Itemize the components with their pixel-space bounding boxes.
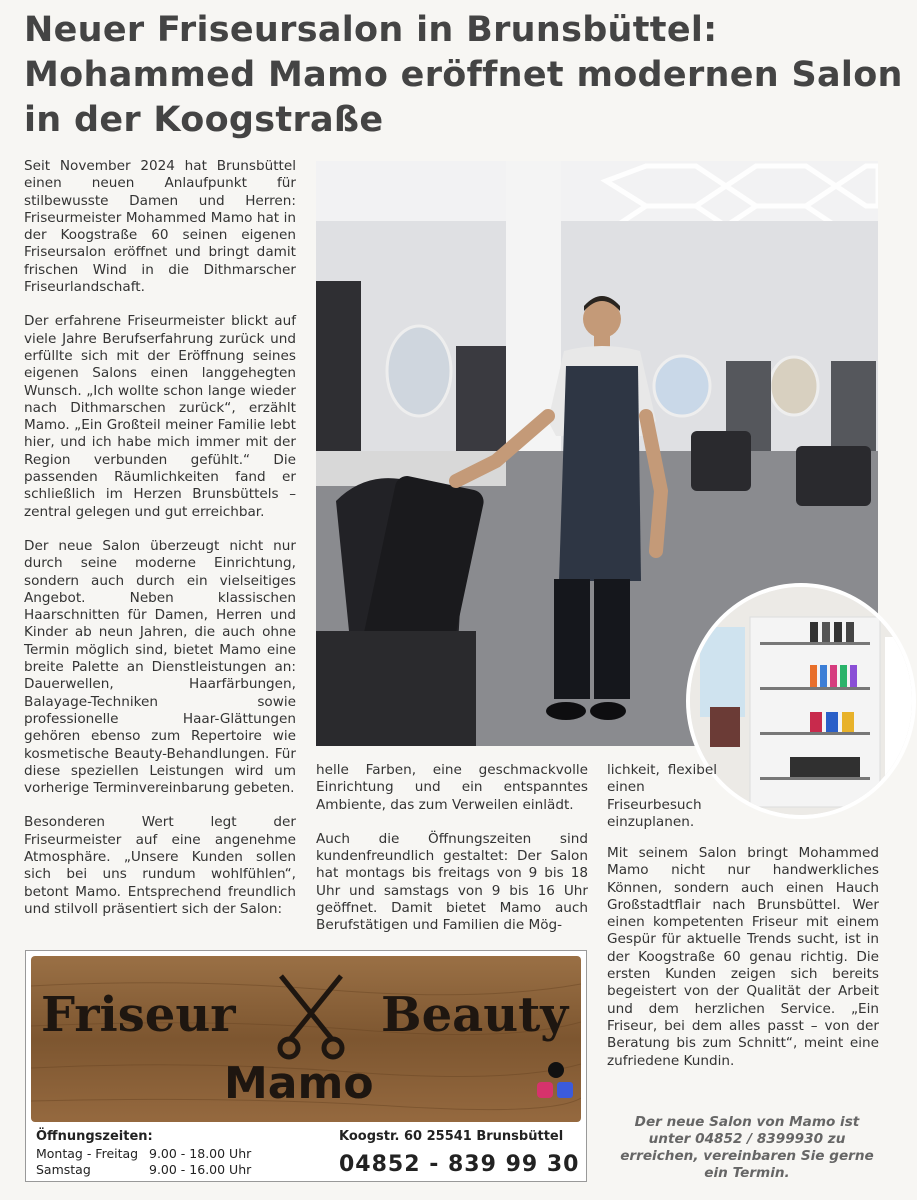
paragraph: Der erfahrene Friseurmeister blickt auf viele Jahre Berufserfahrung zurück und erfüllte sich mit der Eröffnung seines eigenen Salons einen langgehegten Wunsch. „Ich wollte schon lange wieder nach Dithmarschen zurück“, erzählt Mamo. „Ein Großteil meiner Familie lebt hier, und ich habe mich immer mit der Region verbunden gefühlt.“ Die passenden Räumlichkeiten fand er schließlich im Herzen Brunsbüttels – zentral gelegen und gut erreichbar. xyxy=(24,313,296,520)
hours-time: 9.00 - 18.00 Uhr xyxy=(149,1146,252,1161)
wooden-sign xyxy=(31,956,581,1122)
opening-hours-row xyxy=(36,1146,252,1161)
article-column-2 xyxy=(316,762,588,952)
paragraph: Der neue Salon überzeugt nicht nur durch seine moderne Einrichtung, sondern auch durch ein vielseitiges Angebot. Neben klassischen Haarschnitten für Damen, Herren und Kinder ab neun Jahren, die auch ohne Termin möglich sind, bietet Mamo eine breite Palette an Dienstleistungen an: Dauerwellen, Haarfärbungen, Balayage-Techniken sowie professionelle Haar-Glättungen gehören ebenso zum Repertoire wie kosmetische Beauty-Behandlungen. Für diese speziellen Leistungen wird um vorherige Terminvereinbarung gebeten. xyxy=(24,537,296,797)
salon-address: Koogstr. 60 25541 Brunsbüttel xyxy=(339,1129,564,1144)
sign-word-mamo: Mamo xyxy=(224,1058,374,1109)
photo-caption: Der neue Salon von Mamo ist unter 04852 / 8399930 zu erreichen, vereinbaren Sie gerne ein Termin. xyxy=(620,1114,874,1181)
instagram-icon xyxy=(537,1082,553,1098)
hours-day: Samstag xyxy=(36,1162,91,1177)
opening-hours-title: Öffnungszeiten: xyxy=(36,1129,153,1144)
paragraph: Seit November 2024 hat Brunsbüttel einen neuen Anlaufpunkt für stilbewusste Damen und Herren: Friseurmeister Mohammed Mamo hat in der Koogstraße 60 seinen eigenen Friseursalon eröffnet und bringt damit frischen Wind in die Dithmarscher Friseurlandschaft. xyxy=(24,158,296,296)
article-column-3 xyxy=(607,845,879,1087)
sign-word-beauty: Beauty xyxy=(381,987,569,1043)
paragraph: helle Farben, eine geschmackvolle Einrichtung und ein entspanntes Ambiente, das zum Verweilen einlädt. xyxy=(316,762,588,813)
opening-hours-row xyxy=(36,1162,252,1177)
article-column-1 xyxy=(24,158,296,935)
sign-word-friseur: Friseur xyxy=(41,987,236,1043)
salon-phone: 04852 - 839 99 30 xyxy=(339,1152,580,1177)
paragraph: Besonderen Wert legt der Friseurmeister auf eine angenehme Atmosphäre. „Unsere Kunden sollen sich bei uns rundum wohlfühlen“, betont Mamo. Entsprechend freundlich und stilvoll präsentiert sich der Salon: xyxy=(24,814,296,917)
article-headline: Neuer Friseursalon in Brunsbüttel: Mohammed Mamo eröffnet modernen Salon in der Koogstraße xyxy=(24,10,903,140)
article-column-3-top xyxy=(607,762,717,848)
salon-advertisement xyxy=(25,950,587,1182)
facebook-icon xyxy=(557,1082,573,1098)
product-shelf-inset-photo xyxy=(686,583,916,819)
paragraph: Auch die Öffnungszeiten sind kundenfreundlich gestaltet: Der Salon hat montags bis freitags von 9 bis 18 Uhr und samstags von 9 bis 16 Uhr geöffnet. Damit bietet Mamo auch Berufstätigen und Familien die Mög- xyxy=(316,830,588,934)
paragraph: lichkeit, flexibel einen Friseurbesuch einzuplanen. xyxy=(607,762,717,830)
hours-day: Montag - Freitag xyxy=(36,1146,139,1161)
hours-time: 9.00 - 16.00 Uhr xyxy=(149,1162,252,1177)
paragraph: Mit seinem Salon bringt Mohammed Mamo nicht nur handwerkliches Können, sondern auch einen Hauch Großstadtflair nach Brunsbüttel. Wer einen kompetenten Friseur mit einem Gespür für aktuelle Trends sucht, ist in der Koogstraße 60 genau richtig. Die ersten Kunden zeigen sich bereits begeistert von der Qualität der Arbeit und dem herzlichen Service. „Ein Friseur, bei dem alles passt – von der Beratung bis zum Schnitt“, meint eine zufriedene Kundin. xyxy=(607,845,879,1069)
product-shelf-image xyxy=(690,587,916,819)
